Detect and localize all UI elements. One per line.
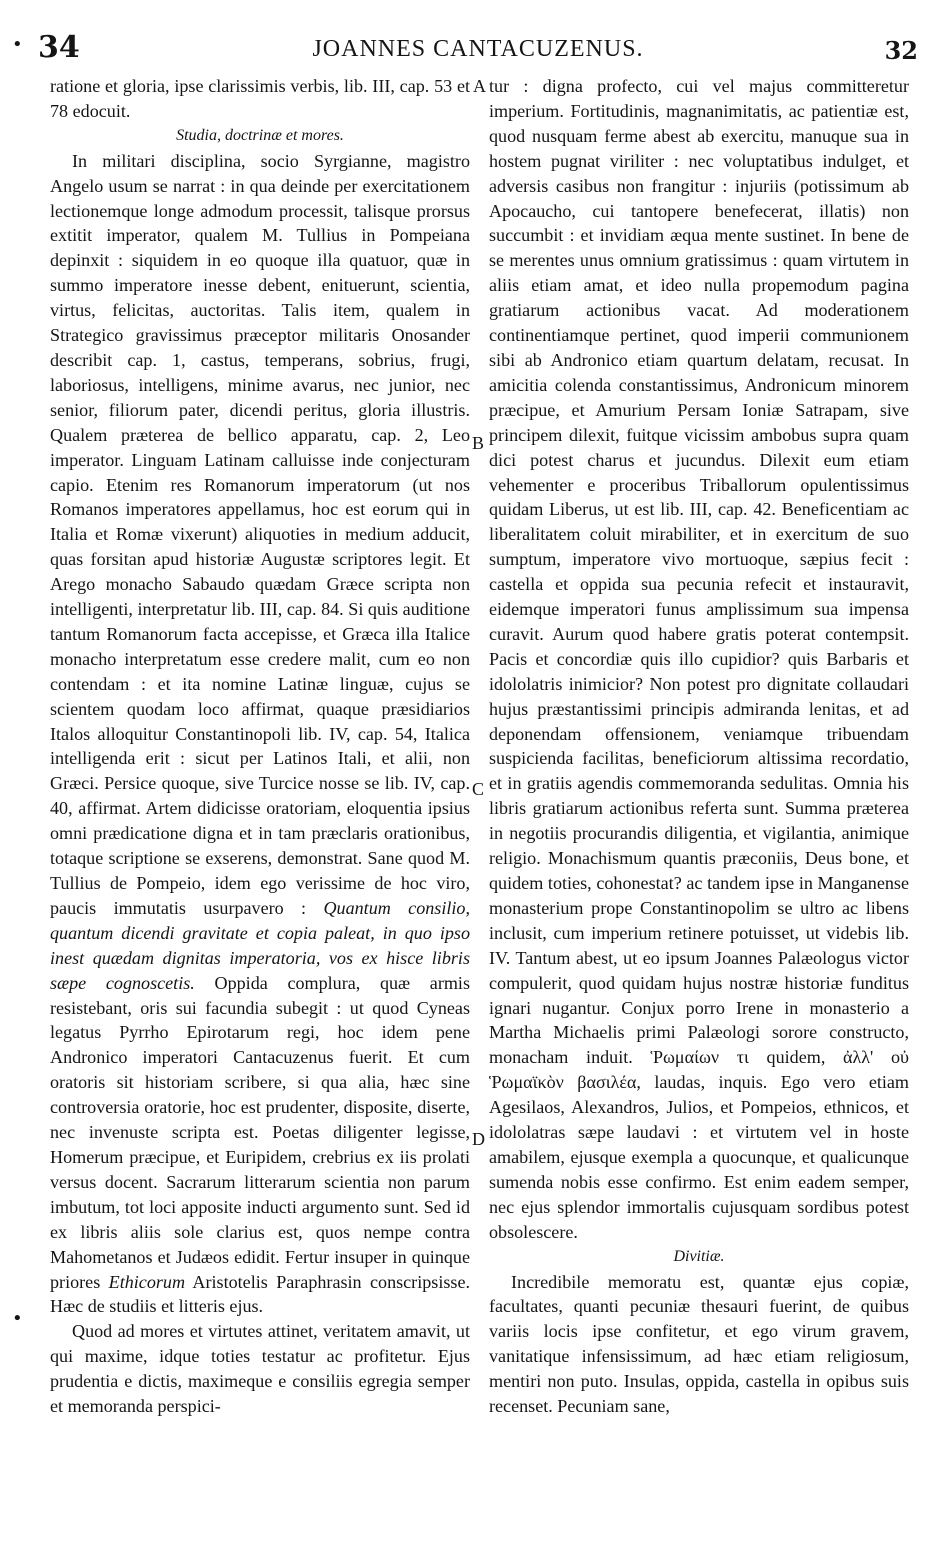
margin-letter-c: C bbox=[472, 779, 485, 799]
paragraph: ratione et gloria, ipse clarissimis verbis, lib. III, cap. 53 et 78 edocuit. bbox=[50, 76, 470, 121]
page-number-left: 34 bbox=[38, 30, 80, 65]
section-heading-divitiae: Divitiæ. bbox=[673, 1247, 725, 1265]
margin-letter-b: B bbox=[472, 433, 485, 453]
paragraph-text: Aristotelis Paraphrasin conscripsisse. Hæc de studiis et litteris ejus. bbox=[50, 1271, 470, 1317]
running-title: JOANNES CANTACUZENUS. bbox=[312, 36, 644, 62]
paragraph: Quod ad mores et virtutes attinet, veritatem amavit, ut qui maxime, idque toties testatur ac profitetur. Ejus prudentia e dictis, maximeque e consiliis egregia semper et memoranda perspici- bbox=[50, 1321, 470, 1417]
paragraph bbox=[489, 74, 909, 1245]
paragraph: Incredibile memoratu est, quantæ ejus copiæ, facultates, quanti pecuniæ thesauri fuerint, de quibus variis locis ipse confitetur, et ego virum gravem, vanitatique infensissimum, ad hæc etiam religiosum, mentiri non puto. Insulas, oppida, castella in opibus suis recenset. Pecuniam sane, bbox=[489, 1271, 909, 1417]
right-column bbox=[489, 74, 909, 1419]
margin-dot: • bbox=[12, 1308, 23, 1329]
running-header bbox=[38, 28, 918, 72]
page-number-right: 32 bbox=[884, 36, 918, 65]
greek-text: ἀλλ' οὐ Ῥωμαϊκὸν βασιλέα, bbox=[489, 1047, 909, 1093]
italic-title: Ethicorum bbox=[108, 1271, 186, 1292]
section-heading-studia: Studia, doctrinæ et mores. bbox=[176, 126, 344, 144]
paragraph-text: Oppida complura, quæ armis resistebant, oris sui facundia subegit : ut quod Cyneas legatus Pyrrho Epirotarum regi, hoc idem pene Andronico imperatori Cantacuzenus fuerit. Et cum oratoris sit historiam scribere, si qua alia, hæc sine controversia oratorie, hoc est prudenter, disposite, diserte, nec invenuste scripta est. Poetas diligenter legisse, Homerum præcipue, et Euripidem, crebrius ex iis prolati versus docent. Sacrarum litterarum scientia non parum imbutum, tot loci apposite inducti argumento sunt. Sed id ex libris aliis sole clarius est, quos nempe contra Mahometanos et Judæos edidit. Fertur insuper in quinque priores bbox=[50, 972, 470, 1292]
margin-letter-d: D bbox=[472, 1129, 485, 1149]
paragraph-text: tur : digna profecto, cui vel majus committeretur imperium. Fortitudinis, magnanimitatis, ac patientiæ est, quod nusquam ferme abest ab exercitu, manuque sua in hostem pugnat viriliter : nec voluptatibus indulget, et adversis casibus non frangitur : injuriis (potissimum ab Apocaucho, cui tantopere benefecerat, illatis) non succumbit : et invidiam æqua mente sustinet. In bene de se merentes unus omnium gratissimus : quam virtutem in aliis etiam amat, et ideo nulla propemodum pagina gratiarum actionibus vacat. Ad moderationem continentiamque pertinet, quod imperii communionem sibi ab Andronico etiam quartum delatam, recusat. In amicitia colenda constantissimus, Andronicum minorem præcipue, et Amurium Persam Ioniæ Satrapam, sive principem dilexit, fuitque vicissim ambobus supra quam dici potest charus et jucundus. Dilexit eum etiam vehementer e proceribus Triballorum opulentissimus quidam Liberus, ut est lib. III, cap. 42. Beneficentiam ac liberalitatem coluit mirabiliter, et in exercitum de suo sumptum, imperatore vivo mortuoque, sæpius fecit : castella et oppida sua pecunia refecit et instauravit, eidemque imperatori funus amplissimum sua impensa curavit. Aurum quod habere gratis poterat contempsit. Pacis et concordiæ quis illo cupidior? quis Barbaris et idololatris inimicior? Non potest pro dignitate collaudari hujus præstantissimi principis admiranda lenitas, et ad deponendam offensionem, veniamque tribuendam suspicienda facilitas, beneficiorum altissima recordatio, et in gratiis agendis commemoranda sedulitas. Omnia his libris gratiarum actionibus referta sunt. Summa præterea in negotiis procurandis diligentia, et vigilantia, animique religio. Monachismum quantis præconiis, Deus bone, et quidem toties, cohonestat? ac tandem ipse in Manganense monasterium prope Constantinopolim se ultro ac libens inclusit, cum imperium retinere potuisset, ut videbis lib. IV. Tantum abest, ut eo ipsum Joannes Palæologus victor compulerit, quod quidam hujus nostræ historiæ funditus ignari nugantur. Conjux porro Irene in monasterio a Martha Michaelis primi Palæologi sorore constructo, monacham induit. bbox=[489, 76, 909, 1068]
quotation: Quantum consilio, quantum dicendi gravitate et copia paleat, in quo ipso inest quædam dignitas imperatoria, vos ex hisce libris sæpe cognoscetis. bbox=[50, 897, 470, 993]
paragraph-text: quidem, bbox=[766, 1047, 826, 1068]
left-column bbox=[50, 74, 470, 1419]
margin-dot: • bbox=[12, 34, 23, 55]
paragraph bbox=[50, 149, 470, 1320]
paragraph-text: In militari disciplina, socio Syrgianne, magistro Angelo usum se narrat : in qua deinde per exercitationem lectionemque longe admodum processit, talisque prorsus extitit imperator, qualem M. Tullius in Pompeiana depinxit : siquidem in eo quoque illa quatuor, quæ in summo imperatore inesse debent, enituerunt, scientia, virtus, felicitas, auctoritas. Talis item, qualem in Strategico gravissimus præceptor militaris Onosander describit cap. 1, castus, temperans, sobrius, frugi, laboriosus, intelligens, minime avarus, nec junior, nec senior, filiorum pater, dicendi peritus, gloria illustris. Qualem præterea de bellico apparatu, cap. 2, Leo imperator. Linguam Latinam calluisse inde conjecturam capio. Etenim res Romanorum imperatorum (ut nos Romanos imperatores appellamus, hoc est eorum qui in Italia et Romæ vixerunt) aliquoties in medium adducit, quas forsitan apud historiæ Augustæ scriptores legit. Et Arego monacho Sabaudo quædam Græce scripta non intelligenti, interpretatur lib. III, cap. 84. Si quis auditione tantum Romanorum facta accepisse, et Græca illa Italice monacho interpretatum esse credere malit, cum eo non contendam : et ita nomine Latinæ linguæ, cujus se scientem quodam loco affirmat, quaque præsidiarios Italos alloquitur Constantinopoli lib. IV, cap. 54, Italica intelligenda erit : sicut per Latinos Itali, et alii, non Græci. Persice quoque, sive Turcice nosse se lib. IV, cap. 40, affirmat. Artem didicisse oratoriam, eloquentia ipsius omni prædicatione digna et in tam præclaris orationibus, totaque scriptione se exserens, demonstrat. Sane quod M. Tullius de Pompeio, idem ego verissime de hoc viro, paucis immutatis usurpavero : bbox=[50, 150, 470, 918]
paragraph-text: laudas, inquis. Ego vero etiam Agesilaos, Alexandros, Julios, et Pompeios, ethnicos, et idololatras sæpe laudavi : et virtutem vel in hoste amabilem, ejusque exempla a quocunque, et qualicunque sumenda nobis esse confirmo. Est enim eadem semper, nec ejus splendor immortalis cujusquam sordibus potest obsolescere. bbox=[489, 1072, 910, 1242]
margin-letter-a: A bbox=[473, 76, 486, 96]
greek-text: Ῥωμαίων τι bbox=[650, 1047, 749, 1068]
